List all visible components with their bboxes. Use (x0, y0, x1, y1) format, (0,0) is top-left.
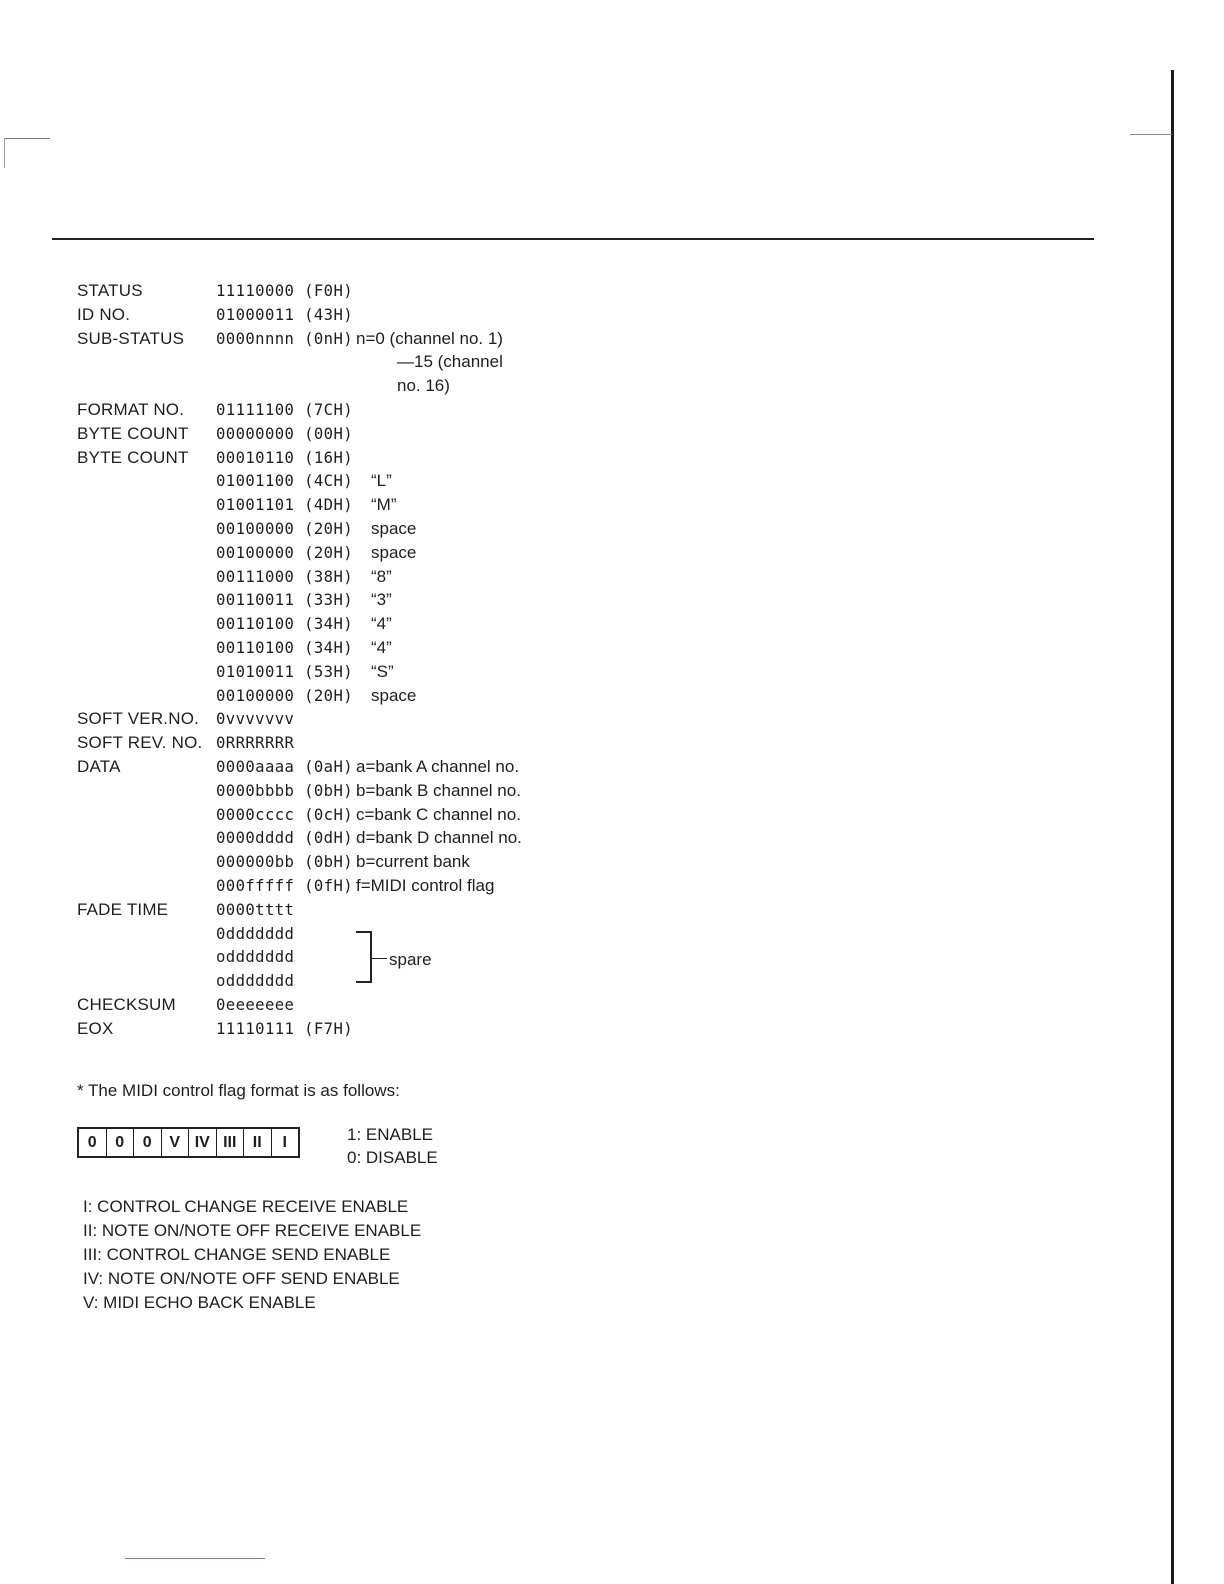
field-code: 0000tttt (216, 901, 295, 919)
field-label: SUB-STATUS (77, 329, 185, 348)
flag-bit-2: III (217, 1129, 245, 1156)
field-code: 11110000 (F0H) (216, 282, 354, 300)
field-label: BYTE COUNT (77, 424, 189, 443)
field-code: 00110100 (34H) (216, 639, 354, 657)
corner-mark-vertical (4, 138, 5, 168)
field-code: 0000bbbb (0bH) (216, 782, 354, 800)
field-code: 0000cccc (0cH) (216, 806, 354, 824)
field-code: 0000aaaa (0aH) (216, 758, 354, 776)
field-code: oddddddd (216, 972, 295, 990)
field-code: 0000nnnn (0nH) (216, 330, 354, 348)
field-code: 01010011 (53H) (216, 663, 354, 681)
field-code: 0000dddd (0dH) (216, 829, 354, 847)
field-label: SOFT REV. NO. (77, 733, 203, 752)
field-note: “S” (371, 662, 394, 681)
field-note: f=MIDI control flag (356, 876, 495, 895)
field-code: 00100000 (20H) (216, 687, 354, 705)
corner-mark (4, 138, 50, 139)
field-code: 00110011 (33H) (216, 591, 354, 609)
field-label: ID NO. (77, 305, 131, 324)
flag-definition: IV: NOTE ON/NOTE OFF SEND ENABLE (83, 1269, 400, 1288)
flag-bit-7: 0 (79, 1129, 107, 1156)
field-label: CHECKSUM (77, 995, 176, 1014)
field-note: “L” (371, 471, 392, 490)
flag-bit-0: I (282, 1133, 287, 1151)
field-code: 00010110 (16H) (216, 449, 354, 467)
field-code: 00000000 (00H) (216, 425, 354, 443)
page-edge-mark (1130, 134, 1172, 135)
field-code: 00111000 (38H) (216, 568, 354, 586)
field-code: 0vvvvvvv (216, 710, 295, 728)
field-note: b=bank B channel no. (356, 781, 521, 800)
field-label: STATUS (77, 281, 143, 300)
field-label: FORMAT NO. (77, 400, 185, 419)
flag-legend-disable: 0: DISABLE (347, 1148, 438, 1167)
flag-definition: III: CONTROL CHANGE SEND ENABLE (83, 1245, 391, 1264)
field-code: 0eeeeeee (216, 996, 295, 1014)
flag-bit-6: 0 (107, 1129, 135, 1156)
spare-label: spare (389, 950, 432, 969)
field-code: 01000011 (43H) (216, 306, 354, 324)
field-note: c=bank C channel no. (356, 805, 521, 824)
flag-bit-1: II (244, 1129, 272, 1156)
flag-intro: * The MIDI control flag format is as follows: (77, 1081, 400, 1100)
flag-bit-diagram (77, 1127, 300, 1158)
flag-definition: V: MIDI ECHO BACK ENABLE (83, 1293, 316, 1312)
spare-bracket-tick (371, 958, 387, 959)
field-note: “M” (371, 495, 397, 514)
field-label: EOX (77, 1019, 114, 1038)
field-note: no. 16) (397, 376, 450, 395)
field-code: 00100000 (20H) (216, 520, 354, 538)
field-note: “4” (371, 638, 392, 657)
field-code: 11110111 (F7H) (216, 1020, 354, 1038)
field-code: 01111100 (7CH) (216, 401, 354, 419)
field-label: SOFT VER.NO. (77, 709, 200, 728)
field-code: 0RRRRRRR (216, 734, 295, 752)
field-note: —15 (channel (397, 352, 503, 371)
spare-bracket (356, 931, 372, 983)
field-note: d=bank D channel no. (356, 828, 522, 847)
field-code: 00110100 (34H) (216, 615, 354, 633)
field-note: space (371, 686, 417, 705)
field-note: n=0 (channel no. 1) (356, 329, 503, 348)
flag-bit-4: V (162, 1129, 190, 1156)
field-label: FADE TIME (77, 900, 169, 919)
field-label: BYTE COUNT (77, 448, 189, 467)
header-rule (52, 238, 1094, 240)
field-note: “4” (371, 614, 392, 633)
field-code: 01001101 (4DH) (216, 496, 354, 514)
footer-rule (125, 1558, 265, 1559)
field-code: 000000bb (0bH) (216, 853, 354, 871)
flag-definition: II: NOTE ON/NOTE OFF RECEIVE ENABLE (83, 1221, 422, 1240)
page-edge-line (1171, 70, 1174, 1584)
flag-bit-3: IV (189, 1129, 217, 1156)
field-note: space (371, 543, 417, 562)
field-code: 00100000 (20H) (216, 544, 354, 562)
field-code: 01001100 (4CH) (216, 472, 354, 490)
field-code: oddddddd (216, 948, 295, 966)
field-code: 0ddddddd (216, 925, 295, 943)
field-note: space (371, 519, 417, 538)
field-note: a=bank A channel no. (356, 757, 520, 776)
field-code: 000fffff (0fH) (216, 877, 354, 895)
field-note: “3” (371, 590, 392, 609)
field-label: DATA (77, 757, 121, 776)
field-note: “8” (371, 567, 392, 586)
field-note: b=current bank (356, 852, 470, 871)
flag-bit-5: 0 (134, 1129, 162, 1156)
flag-definition: I: CONTROL CHANGE RECEIVE ENABLE (83, 1197, 409, 1216)
flag-legend-enable: 1: ENABLE (347, 1125, 433, 1144)
